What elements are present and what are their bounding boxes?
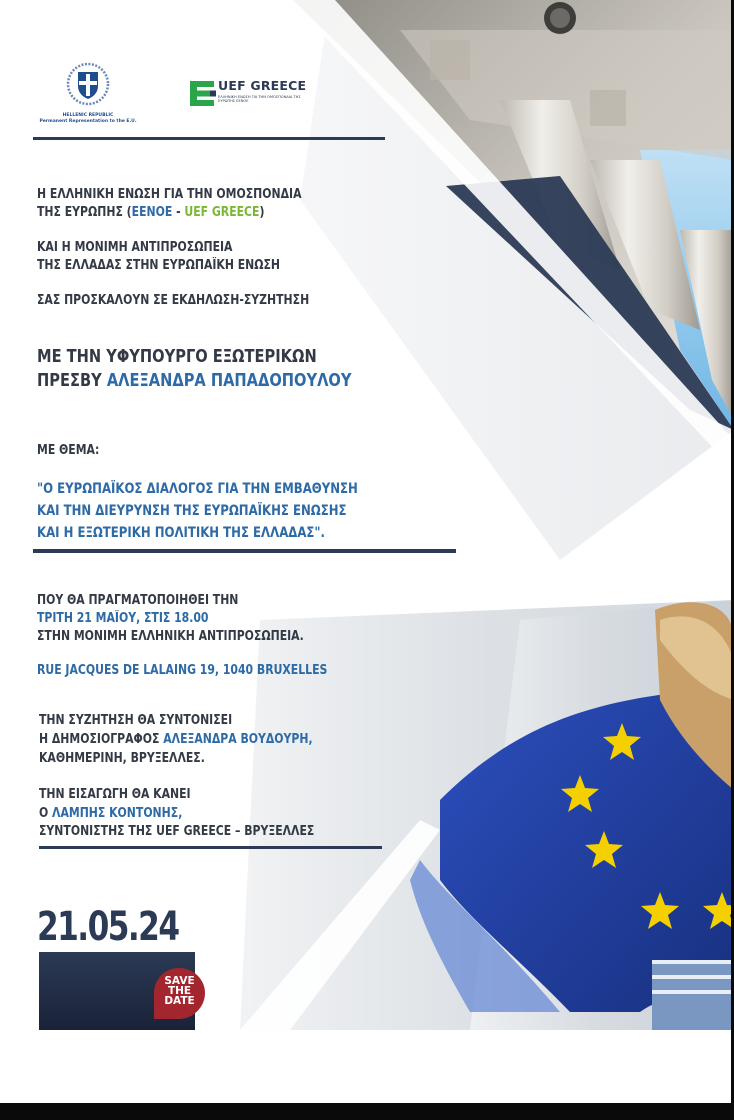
the-label: THE [167,985,192,997]
save-label: SAVE [164,975,195,987]
event-date: 21.05.24 [37,904,179,950]
introduction-line-1: ΤΗΝ ΕΙΣΑΓΩΓΗ ΘΑ ΚΑΝΕΙ [39,787,191,802]
event-datetime: ΤΡΙΤΗ 21 ΜΑΪΟΥ, ΣΤΙΣ 18.00 [37,611,209,626]
intro-line-1: Η ΕΛΛΗΝΙΚΗ ΕΝΩΣΗ ΓΙΑ ΤΗΝ ΟΜΟΣΠΟΝΔΙΑ [37,187,302,202]
closing-divider [39,846,382,849]
introducer-name: ΛΑΜΠΗΣ ΚΟΝΤΟΝΗΣ, [52,806,183,821]
moderator-line-1: ΤΗΝ ΣΥΖΗΤΗΣΗ ΘΑ ΣΥΝΤΟΝΙΣΕΙ [39,713,233,728]
moderator-role: Η ΔΗΜΟΣΙΟΓΡΑΦΟΣ [39,732,164,747]
hellenic-republic-label: HELLENIC REPUBLIC [62,113,114,118]
uef-greece-label: UEF GREECE [184,205,260,220]
speaker-title: ΠΡΕΣΒΥ [37,371,107,391]
hellenic-republic-logo [38,62,138,125]
speaker-line-2 [37,369,351,393]
venue: ΣΤΗΝ ΜΟΝΙΜΗ ΕΛΛΗΝΙΚΗ ΑΝΤΙΠΡΟΣΩΠΕΙΑ. [37,629,304,644]
bottom-edge-bar [0,1103,734,1120]
speaker-name: ΑΛΕΞΑΝΔΡΑ ΠΑΠΑΔΟΠΟΥΛΟΥ [106,371,352,391]
uef-logo-mark-icon [190,80,216,107]
intro-line-5: ΣΑΣ ΠΡΟΣΚΑΛΟΥΝ ΣΕ ΕΚΔΗΛΩΣΗ-ΣΥΖΗΤΗΣΗ [37,293,310,308]
topic-label: ΜΕ ΘΕΜΑ: [37,443,100,458]
moderator-line-3: ΚΑΘΗΜΕΡΙΝΗ, ΒΡΥΞΕΛΛΕΣ. [39,751,205,766]
topic-line-1: "Ο ΕΥΡΩΠΑΪΚΟΣ ΔΙΑΛΟΓΟΣ ΓΙΑ ΤΗΝ ΕΜΒΑΘΥΝΣΗ [37,481,358,497]
introduction-article: Ο [39,806,53,821]
intro-close-paren: ) [259,205,265,220]
topic-line-2: ΚΑΙ ΤΗΝ ΔΙΕΥΡΥΝΣΗ ΤΗΣ ΕΥΡΩΠΑΪΚΗΣ ΕΝΩΣΗΣ [37,503,347,519]
permanent-representation-label: Permanent Representation to the E.U. [39,119,137,124]
topic-line-3: ΚΑΙ Η ΕΞΩΤΕΡΙΚΗ ΠΟΛΙΤΙΚΗ ΤΗΣ ΕΛΛΑΔΑΣ". [37,525,325,541]
intro-line-2 [37,204,264,222]
when-line-1: ΠΟΥ ΘΑ ΠΡΑΓΜΑΤΟΠΟΙΗΘΕΙ ΤΗΝ [37,593,239,608]
greek-emblem-icon [66,62,110,106]
introduction-line-3: ΣΥΝΤΟΝΙΣΤΗΣ ΤΗΣ UEF GREECE – ΒΡΥΞΕΛΛΕΣ [39,824,315,839]
save-the-date-text [155,976,204,1006]
uef-greece-wordmark: UEF GREECE [218,78,307,93]
intro-line-2-text: ΤΗΣ ΕΥΡΩΠΗΣ ( [37,205,132,220]
moderator-name: ΑΛΕΞΑΝΔΡΑ ΒΟΥΔΟΥΡΗ, [163,732,313,747]
uef-greece-subtitle: ΕΛΛΗΝΙΚΗ ΕΝΩΣΗ ΓΙΑ ΤΗΝ ΟΜΟΣΠΟΝΔΙΑ ΤΗΣ ΕΥΡΩΠΗΣ ΕΕΝΟΕ [218,95,301,104]
intro-line-4: ΤΗΣ ΕΛΛΑΔΑΣ ΣΤΗΝ ΕΥΡΩΠΑΪΚΗ ΕΝΩΣΗ [37,258,281,273]
venue-address: RUE JACQUES DE LALAING 19, 1040 BRUXELLES [37,663,328,678]
intro-separator: - [172,205,185,220]
moderator-line-2 [39,731,313,749]
intro-line-3: ΚΑΙ Η ΜΟΝΙΜΗ ΑΝΤΙΠΡΟΣΩΠΕΙΑ [37,240,233,255]
topic-divider [33,549,456,553]
header-divider [33,137,385,140]
eenoe-label: ΕΕΝΟΕ [131,205,173,220]
speaker-line-1: ΜΕ ΤΗΝ ΥΦΥΠΟΥΡΓΟ ΕΞΩΤΕΡΙΚΩΝ [37,347,317,367]
introduction-line-2 [39,805,182,823]
date-label: DATE [164,995,195,1007]
